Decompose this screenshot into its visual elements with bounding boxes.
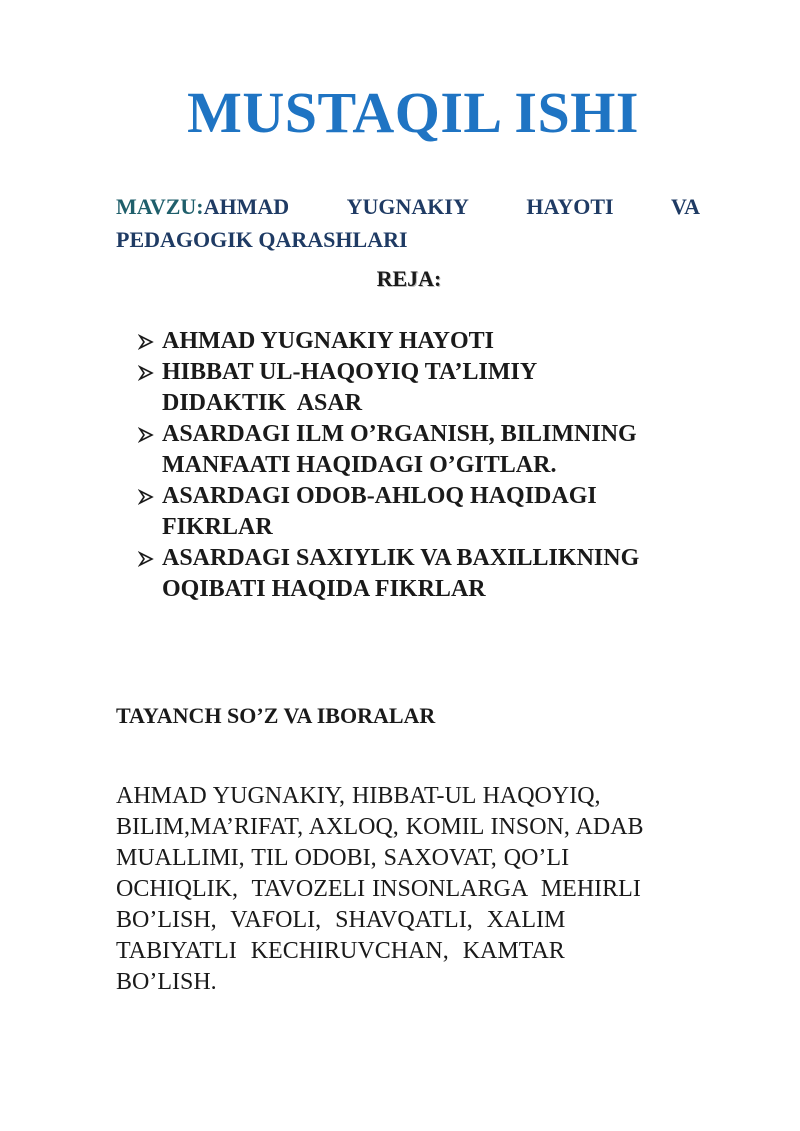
plan-item-line: AHMAD YUGNAKIY HAYOTI [162, 328, 495, 354]
plan-item [136, 543, 716, 605]
keywords-line: BO’LISH, VAFOLI, SHAVQATLI, XALIM [116, 907, 566, 933]
keywords-line: AHMAD YUGNAKIY, HIBBAT-UL HAQOYIQ, [116, 783, 601, 809]
arrowhead-bullet-icon [138, 357, 154, 388]
plan-item-line: ASARDAGI ODOB-AHLOQ HAQIDAGI [162, 483, 597, 509]
plan-item-line: OQIBATI HAQIDA FIKRLAR [162, 576, 486, 602]
plan-item [136, 357, 716, 419]
keywords-heading: TAYANCH SO’Z VA IBORALAR [116, 703, 436, 728]
plan-item-line: FIKRLAR [162, 514, 273, 540]
plan-item-line: MANFAATI HAQIDAGI O’GITLAR. [162, 452, 557, 478]
plan-item-line: DIDAKTIK ASAR [162, 390, 363, 416]
arrowhead-bullet-icon [138, 419, 154, 450]
keywords-line: BILIM,MA’RIFAT, AXLOQ, KOMIL INSON, ADAB [116, 814, 644, 840]
plan-item-line: ASARDAGI SAXIYLIK VA BAXILLIKNING [162, 545, 640, 571]
topic-line-1 [116, 190, 700, 223]
plan-item [136, 419, 716, 481]
plan-item [136, 481, 716, 543]
plan-item [136, 326, 716, 357]
arrowhead-bullet-icon [138, 543, 154, 574]
topic-first-word-group [116, 190, 289, 223]
plan-list [136, 326, 716, 605]
plan-item-line: ASARDAGI ILM O’RGANISH, BILIMNING [162, 421, 637, 447]
topic-word-1: AHMAD [203, 194, 290, 219]
keywords-line: MUALLIMI, TIL ODOBI, SAXOVAT, QO’LI [116, 845, 570, 871]
plan-heading: REJA: [376, 266, 442, 291]
keywords-line: TABIYATLI KECHIRUVCHAN, KAMTAR [116, 938, 565, 964]
arrowhead-bullet-icon [138, 326, 154, 357]
topic-word-2: YUGNAKIY [346, 194, 469, 219]
arrowhead-bullet-icon [138, 481, 154, 512]
keywords-line: BO’LISH. [116, 969, 217, 995]
topic-prefix: MAVZU: [116, 194, 204, 219]
topic-word-4: VA [671, 194, 700, 219]
keywords-line: OCHIQLIK, TAVOZELI INSONLARGA MEHIRLI [116, 876, 641, 902]
plan-item-line: HIBBAT UL-HAQOYIQ TA’LIMIY [162, 359, 538, 385]
topic-block [116, 190, 700, 256]
topic-line-2: PEDAGOGIK QARASHLARI [116, 227, 408, 252]
keywords-paragraph [116, 781, 716, 998]
topic-word-3: HAYOTI [526, 194, 614, 219]
document-title: MUSTAQIL ISHI [187, 80, 639, 145]
